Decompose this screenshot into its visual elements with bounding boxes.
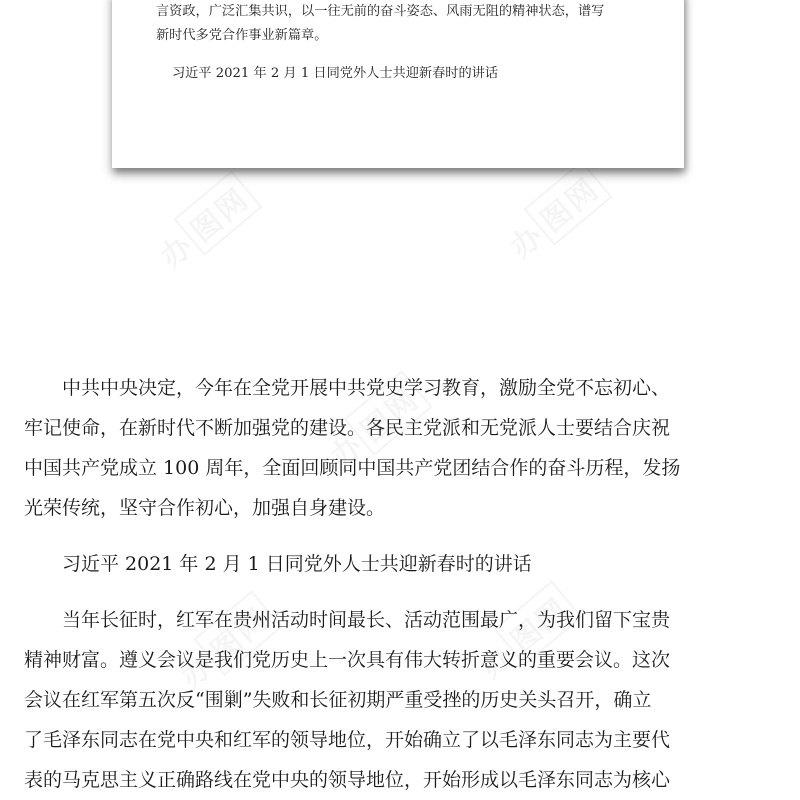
text-line: 中国共产党成立 100 周年，全面回顾同中国共产党团结合作的奋斗历程，发扬: [24, 457, 681, 479]
watermark: [497, 160, 612, 267]
text-line: 了毛泽东同志在党中央和红军的领导地位，开始确立了以毛泽东同志为主要代: [24, 729, 671, 751]
text-line: 牢记使命，在新时代不断加强党的建设。各民主党派和无党派人士要结合庆祝: [24, 417, 671, 439]
quote-card: [112, 0, 684, 168]
text-line: 光荣传统，坚守合作初心，加强自身建设。: [24, 497, 386, 519]
paragraph-2: [24, 608, 754, 800]
text-line: 会议在红军第五次反“围剿”失败和长征初期严重受挫的历史关头召开，确立: [24, 689, 652, 711]
text-line: 中共中央决定，今年在全党开展中共党史学习教育，激励全党不忘初心、: [24, 377, 671, 399]
text-line: 习近平 2021 年 2 月 1 日同党外人士共迎新春时的讲话: [24, 553, 532, 575]
text-line: 当年长征时，红军在贵州活动时间最长、活动范围最广，为我们留下宝贵: [24, 609, 671, 631]
watermark: [147, 170, 262, 277]
quote-line: 新时代多党合作事业新篇章。: [156, 28, 328, 43]
quote-line: 言资政，广泛汇集共识，以一往无前的奋斗姿态、风雨无阻的精神状态，谱写: [156, 4, 605, 19]
text-line: 精神财富。遵义会议是我们党历史上一次具有伟大转折意义的重要会议。这次: [24, 649, 671, 671]
source-line: [24, 552, 754, 578]
quote-source: 习近平 2021 年 2 月 1 日同党外人士共迎新春时的讲话: [172, 66, 499, 81]
paragraph-1: [24, 376, 754, 519]
text-line: 表的马克思主义正确路线在党中央的领导地位，开始形成以毛泽东同志为核心: [24, 769, 671, 791]
